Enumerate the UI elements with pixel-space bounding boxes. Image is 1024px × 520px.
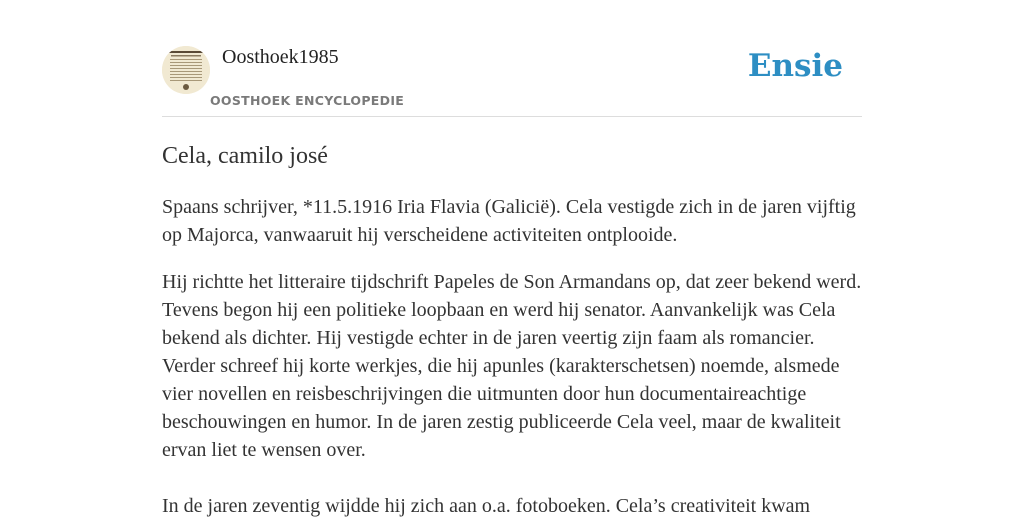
encyclopedia-cover-icon — [162, 46, 210, 94]
author-link[interactable]: Oosthoek1985 — [222, 46, 339, 68]
article-paragraph: Hij richtte het litteraire tijdschrift Papeles de Son Armandans op, dat zeer bekend werd. Tevens begon hij een politieke loopbaan en werd hij senator. Aanvankelijk was Cela bekend als dichter. Hij vestigde echter in de jaren veertig zijn faam als romancier. Verder schreef hij korte werkjes, die hij apunles (karakterschetsen) noemde, alsmede vier novellen en reisbeschrijvingen die uitmunten door hun documentaireachtige beschouwingen en humor. In de jaren zestig publiceerde Cela veel, maar de kwaliteit ervan liet te wensen over. — [162, 271, 862, 461]
page-header — [162, 0, 862, 117]
article-paragraph: In de jaren zeventig wijdde hij zich aan o.a. fotoboeken. Cela’s creativiteit kwam — [162, 495, 811, 517]
ensie-logo[interactable]: Ensie — [747, 48, 843, 84]
source-label: OOSTHOEK ENCYCLOPEDIE — [210, 93, 405, 108]
author-avatar[interactable] — [162, 46, 210, 94]
page-container — [162, 0, 862, 520]
article-paragraph: Spaans schrijver, *11.5.1916 Iria Flavia (Galicië). Cela vestigde zich in de jaren vijftig op Majorca, vanwaaruit hij verscheidene activiteiten ontplooide. — [162, 196, 856, 246]
article-title: Cela, camilo josé — [162, 143, 328, 169]
